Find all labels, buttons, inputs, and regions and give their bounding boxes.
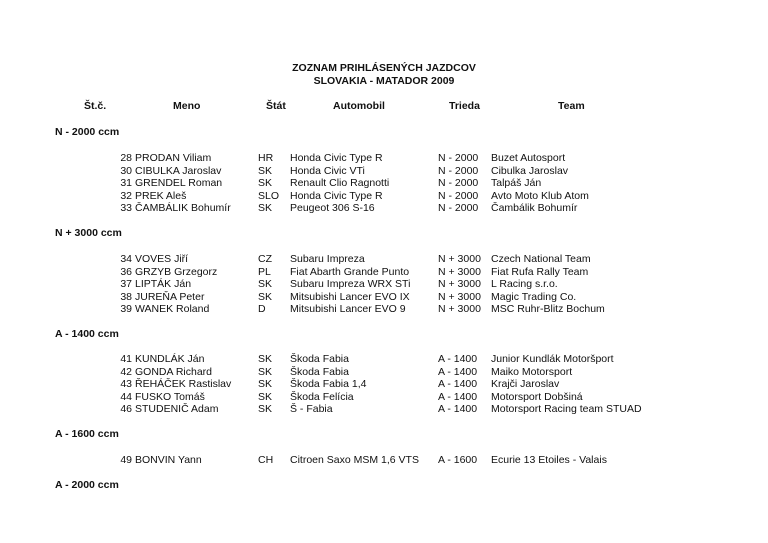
driver-name: ČAMBÁLIK Bohumír (135, 202, 231, 215)
driver-state: SLO (258, 189, 280, 202)
entry-number: 32 (120, 189, 132, 202)
section-label: A - 1600 ccm (55, 428, 119, 440)
section-label: N + 3000 ccm (55, 227, 122, 239)
car-class: N + 3000 (438, 303, 481, 316)
car-model: Fiat Abarth Grande Punto (290, 265, 410, 278)
table-row (0, 303, 768, 316)
team-name: Buzet Autosport (491, 152, 566, 164)
team-name: Talpáš Ján (491, 177, 542, 190)
car-model: Subaru Impreza WRX STi (290, 278, 411, 291)
entry-number: 42 (120, 365, 132, 378)
section-label: A - 2000 ccm (55, 479, 119, 491)
car-model: Š - Fabia (290, 403, 333, 416)
driver-state: SK (258, 403, 273, 416)
car-model: Subaru Impreza (290, 253, 365, 265)
team-name: Motorsport Racing team STUAD (491, 403, 642, 416)
table-row (0, 291, 768, 304)
driver-name: CIBULKA Jaroslav (135, 164, 222, 177)
table-row (0, 253, 768, 266)
driver-name: VOVES Jiří (135, 253, 189, 265)
column-header-state: Štát (266, 100, 286, 112)
entry-number: 39 (120, 303, 132, 316)
column-header-car: Automobil (333, 100, 385, 112)
car-class: N + 3000 (438, 278, 481, 291)
car-class: A - 1400 (438, 403, 478, 416)
car-model: Škoda Felícia (290, 390, 354, 403)
entry-number: 38 (120, 290, 132, 303)
entry-number: 41 (120, 353, 132, 365)
car-model: Citroen Saxo MSM 1,6 VTS (290, 454, 419, 466)
driver-state: HR (258, 152, 274, 164)
driver-state: CZ (258, 253, 272, 265)
table-row (0, 454, 768, 467)
driver-name: PREK Aleš (135, 189, 187, 202)
driver-state: SK (258, 202, 273, 215)
car-model: Škoda Fabia (290, 353, 349, 365)
car-model: Peugeot 306 S-16 (290, 202, 375, 215)
driver-name: GONDA Richard (135, 365, 213, 378)
table-row (0, 391, 768, 404)
car-class: A - 1400 (438, 390, 478, 403)
team-name: Fiat Rufa Rally Team (491, 265, 589, 278)
section-rows (0, 152, 768, 215)
driver-state: SK (258, 378, 273, 391)
team-name: L Racing s.r.o. (491, 278, 558, 291)
driver-state: PL (258, 265, 271, 278)
car-class: A - 1400 (438, 353, 478, 365)
driver-name: JUREŇA Peter (135, 290, 205, 303)
car-class: N - 2000 (438, 177, 479, 190)
column-header-class: Trieda (449, 100, 480, 112)
driver-name: KUNDLÁK Ján (135, 353, 205, 365)
car-model: Honda Civic Type R (290, 152, 383, 164)
table-row (0, 202, 768, 215)
column-header-team: Team (558, 100, 585, 112)
car-model: Škoda Fabia 1,4 (290, 378, 367, 391)
team-name: Czech National Team (491, 253, 591, 265)
driver-state: SK (258, 290, 273, 303)
section-rows (0, 353, 768, 416)
entry-number: 31 (120, 177, 132, 190)
table-row (0, 165, 768, 178)
driver-state: SK (258, 390, 273, 403)
entry-number: 28 (120, 152, 132, 164)
team-name: MSC Ruhr-Blitz Bochum (491, 303, 605, 316)
entry-number: 49 (120, 454, 132, 466)
document-title: ZOZNAM PRIHLÁSENÝCH JAZDCOV (292, 62, 476, 74)
car-model: Renault Clio Ragnotti (290, 177, 390, 190)
table-row (0, 378, 768, 391)
team-name: Motorsport Dobšiná (491, 390, 583, 403)
team-name: Magic Trading Co. (491, 290, 577, 303)
section-rows (0, 454, 768, 467)
car-model: Mitsubishi Lancer EVO 9 (290, 303, 406, 316)
team-name: Maiko Motorsport (491, 365, 573, 378)
driver-name: PRODAN Viliam (135, 152, 212, 164)
table-row (0, 366, 768, 379)
driver-name: ŘEHÁČEK Rastislav (135, 378, 232, 391)
car-model: Honda Civic Type R (290, 189, 383, 202)
table-row (0, 177, 768, 190)
entry-number: 30 (120, 164, 132, 177)
entry-number: 33 (120, 202, 132, 215)
column-header-number: Št.č. (84, 100, 107, 112)
team-name: Junior Kundlák Motoršport (491, 353, 614, 365)
driver-name: GRENDEL Roman (135, 177, 223, 190)
team-name: Cibulka Jaroslav (491, 164, 569, 177)
car-class: N - 2000 (438, 164, 479, 177)
table-row (0, 152, 768, 165)
car-class: A - 1600 (438, 454, 478, 466)
car-class: N - 2000 (438, 202, 479, 215)
entry-number: 43 (120, 378, 132, 391)
driver-name: WANEK Roland (135, 303, 210, 316)
driver-name: LIPTÁK Ján (135, 278, 192, 291)
team-name: Ecurie 13 Etoiles - Valais (491, 454, 607, 466)
car-model: Mitsubishi Lancer EVO IX (290, 290, 410, 303)
entry-number: 46 (120, 403, 132, 416)
document-subtitle: SLOVAKIA - MATADOR 2009 (313, 75, 455, 87)
driver-name: FUSKO Tomáš (135, 390, 205, 403)
team-name: Krajči Jaroslav (491, 378, 560, 391)
table-row (0, 353, 768, 366)
section-rows (0, 253, 768, 316)
table-row (0, 403, 768, 416)
car-class: N - 2000 (438, 189, 479, 202)
car-model: Honda Civic VTi (290, 164, 365, 177)
car-class: N - 2000 (438, 152, 479, 164)
driver-state: SK (258, 164, 273, 177)
team-name: Avto Moto Klub Atom (491, 189, 589, 202)
section-label: A - 1400 ccm (55, 328, 119, 340)
table-row (0, 278, 768, 291)
entry-number: 36 (120, 265, 132, 278)
table-row (0, 266, 768, 279)
driver-state: D (258, 303, 266, 316)
entry-number: 34 (120, 253, 132, 265)
car-class: N + 3000 (438, 290, 481, 303)
driver-state: SK (258, 353, 273, 365)
entry-number: 37 (120, 278, 132, 291)
driver-state: SK (258, 278, 273, 291)
driver-name: GRZYB Grzegorz (135, 265, 218, 278)
driver-name: STUDENIČ Adam (135, 403, 219, 416)
driver-state: SK (258, 177, 273, 190)
car-class: N + 3000 (438, 265, 481, 278)
car-class: N + 3000 (438, 253, 481, 265)
driver-name: BONVIN Yann (135, 454, 202, 466)
car-model: Škoda Fabia (290, 365, 349, 378)
driver-state: SK (258, 365, 273, 378)
table-row (0, 190, 768, 203)
section-label: N - 2000 ccm (55, 126, 120, 138)
entry-number: 44 (120, 390, 132, 403)
driver-state: CH (258, 454, 274, 466)
column-header-name: Meno (173, 100, 201, 112)
car-class: A - 1400 (438, 378, 478, 391)
car-class: A - 1400 (438, 365, 478, 378)
team-name: Čambálik Bohumír (491, 202, 578, 215)
